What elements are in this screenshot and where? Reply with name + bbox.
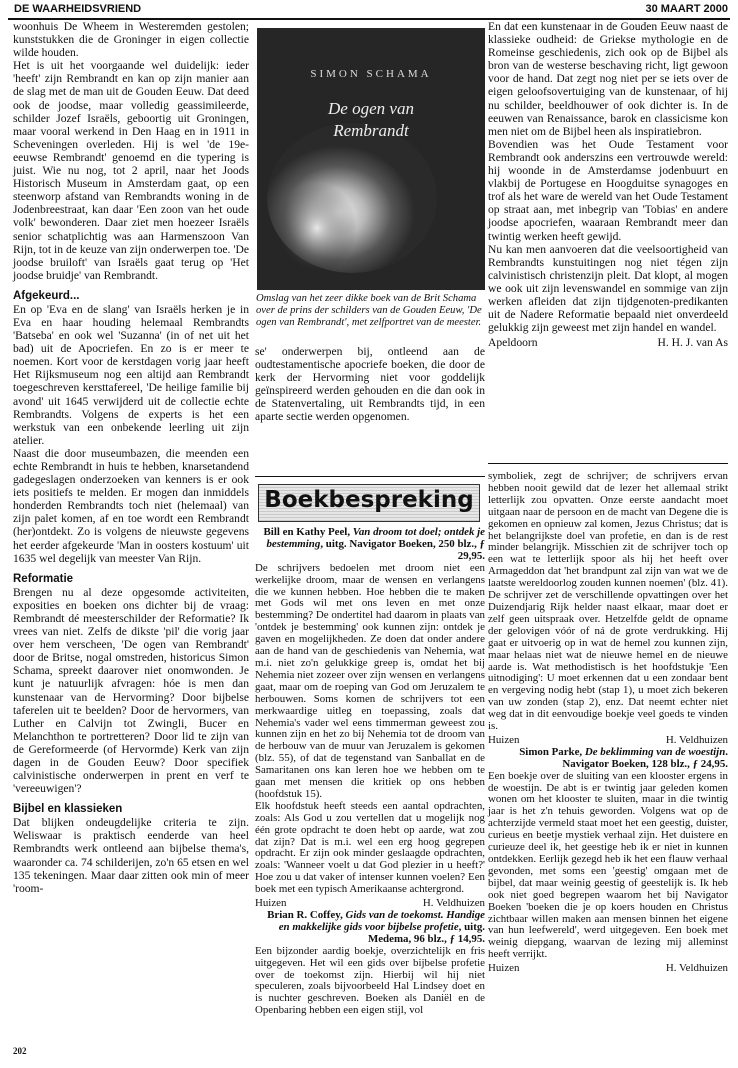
article-column-3	[488, 20, 728, 349]
review-author: Simon Parke,	[519, 745, 585, 758]
article-signature	[488, 336, 728, 349]
section-divider	[488, 463, 728, 464]
review-column-left	[255, 527, 485, 1017]
subheading-reformatie: Reformatie	[13, 572, 74, 585]
paragraph: En dat een kunstenaar in de Gouden Eeuw naast de klassieke oudheid: de Griekse mythologie en de Romeinse geschiedenis, zich ook op de Bijbel als bron van de westerse beschaving richt, ligt gewoon voor de hand. Dat zegt nog niet per se iets over de eigen geloofsovertuiging van de kunstenaar, of hij nu schilder, beeldhouwer of ook dichter is. In de eeuwen van Renaissance, barok en classicisme kon men niet om de Bijbel heen als inspiratiebron.	[488, 20, 728, 138]
article-column-1	[13, 20, 249, 895]
photo-caption: Omslag van het zeer dikke boek van de Brit Schama over de prins der schilders van de Gouden Eeuw, 'De ogen van Rembrandt', met zelfportret van de meester.	[256, 293, 482, 328]
signature-place: Huizen	[488, 962, 520, 975]
signature-author: H. Veldhuizen	[422, 897, 485, 910]
paragraph: En op 'Eva en de slang' van Israëls herken je in Eva en haar houding helemaal Rembrandts 'Batseba' en ook wel 'Suzanna' (in of net uit het bad) uit de Apocriefen. En zo is er meer te noemen. Kort voor de kerstdagen vorig jaar heeft Het Rijksmuseum nog een altijd aan Rembrandt toegeschreven kersttafereel, 'De heilige familie bij avond' uit 1645 verwijderd uit de collectie echte Rembrandts. Volgens de experts is het een werkstuk van een onbekende leerling uit zijn atelier.	[13, 302, 249, 447]
cover-title-line2: Rembrandt	[333, 121, 409, 140]
paragraph: Het is uit het voorgaande wel duidelijk: ieder 'heeft' zijn Rembrandt en kan op zijn manier aan de slag met de man uit de Gouden Eeuw. Dat deed ook de joodse, maar volledig geassimileerde, schilder Jozef Israëls, geboortig uit Groningen, maar vooral werkend in Den Haag en in 1911 in Scheveningen overleden. Hij is wel 'de 19e-eeuwse Rembrandt' genoemd en die typering is juist. Wie nu nog, tot 2 april, naar het Joods Historisch Museum in Amsterdam gaat, op een steenworp afstand van Rembrandts woning in de Jodenbreestraat, kan daar 'Een zoon van het oude volk' bewonderen. Daar ziet men hoezeer Israëls senior schatplichtig was aan Harmenszoon Van Rijn, tot in de keuze van zijn onderwerpen toe. 'De joodse bruiloft' van Israëls gaat terug op 'Het joodse bruidje' van Rembrandt.	[13, 59, 249, 282]
review-body: Elk hoofdstuk heeft steeds een aantal opdrachten, zoals: Als God u zou vertellen dat u mogelijk nog één grote opdracht te doen hebt op aarde, wat zou dat zijn? Dat is m.i. wel een erg hoog gegrepen opdracht. Er zijn ook minder geslaagde opdrachten, zoals: 'Wanneer voelt u dat God plezier in u heeft?' Hoe zou u dat vaker of intenser kunnen voelen? Een boek met een typisch Amerikaanse achtergrond.	[255, 799, 485, 896]
signature-author: H. Veldhuizen	[665, 962, 728, 975]
section-divider	[255, 476, 485, 477]
signature-author: H. Veldhuizen	[665, 733, 728, 746]
cover-title	[257, 98, 485, 142]
review-body-continued: symboliek, zegt de schrijver; de schrijvers ervan hebben nooit gewild dat de lezer het allemaal strikt letterlijk zou opvatten. Onze eerste aandacht moet uitgaan naar de persoon en de macht van Degene die is gekomen en opnieuw zal komen, Jezus Christus; dat is het belangrijkste doel van profetie, en dan is de rest minder belangrijk. Misschien zit de schrijver toch op een wat te letterlijk spoor als hij het heeft over Armageddon dat 'het brandpunt zal zijn van wat we de laatste wereldoorlog zouden kunnen noemen' (blz. 41). De schrijver zet de verschillende opvattingen over het Duizendjarig Rijk helder naast elkaar, maar doet er zelf geen uitspraak over. Hetzelfde geldt de opname der gelovigen vóór of ná de grote verdrukking. Hij gaat er uitvoerig op in wat de hemel zou kunnen zijn, maar helaas niet wat de nieuwe hemel en de nieuwe aarde is. Wat methodistisch is het hoofdstukje 'Een uitnodiging': U moet erkennen dat u een zondaar bent en vergeving nodig hebt (stap 1), u moet zich bekeren van uw zonden (stap 2), enz. Dat neemt echter niet weg dat in dit eenvoudige boekje veel goeds te vinden is.	[488, 470, 728, 733]
review-author: Bill en Kathy Peel,	[263, 526, 353, 538]
page-number: 202	[13, 1046, 27, 1056]
review-signature	[488, 963, 728, 975]
paragraph: Bovendien was het Oude Testament voor Rembrandt ook anderszins een vertrouwde wereld: hij woonde in de Amsterdamse jodenbuurt en vlakbij de Portugese en Hoogduitse synagoges en trof als het ware de wereld van het Oude Testament op straat aan, met inbegrip van 'Tobias' en andere joodse apocriefen, waaraan Rembrandt meer dan twintig werken heeft gewijd.	[488, 137, 728, 243]
paragraph: Brengen nu al deze opgesomde activiteiten, exposities en boeken ons dichter bij de vraag: Rembrandt dé meesterschilder der Reformatie? Ik vrees van niet. Zelfs de dikste 'pil' die vorig jaar over hem verscheen, 'De ogen van Rembrandt' door de Britse, nogal omstreden, historicus Simon Schama, spreekt daarover niet onomwonden. Je kunt je natuurlijk afvragen: hóe is men dan kunstenaar van de Hervorming? Door bijbelse taferelen uit te beelden? Door de hervormers, van Luther en Calvijn tot Zwingli, Bucer en Melanchthon te portretteren? Door lid te zijn van de Gereformeerde (of Hervormde) Kerk van zijn dagen in de Gouden Eeuw? Door specifiek calvinistische onderwerpen in prent en verf te 'vereeuwigen'?	[13, 585, 249, 796]
book-cover-photo	[257, 28, 485, 290]
subheading-bijbel: Bijbel en klassieken	[13, 803, 123, 816]
cover-author: SIMON SCHAMA	[310, 68, 432, 80]
paragraph: se' onderwerpen bij, ontleend aan de oudtestamentische apocriefe boeken, die door de kerk der Hervorming niet voor goddelijk geïnspireerd werden gehouden en die dan ook in de Statenvertaling, uit Rembrandts tijd, in een aparte sectie werden opgenomen.	[255, 345, 485, 424]
review-publisher: . Navigator Boeken, 128 blz., ƒ 24,95.	[562, 745, 728, 770]
paragraph: Naast die door museumbazen, die meenden een echte Rembrandt in huis te hebben, knarsetandend gadegeslagen onderzoeken van kenners is er ook iets positiefs te melden. Er mogen dan inmiddels honderden Rembrandts toch niet (helemaal) van zijn palet komen, af en toe wordt een Rembrandt (her)ontdekt. Zo is volgens de nieuwste gegevens het eerder afgekeurde 'Man in oosters kostuum' uit 1635 wel degelijk van meester Van Rijn.	[13, 446, 249, 565]
page-header	[8, 2, 730, 20]
review-body: Een boekje over de sluiting van een klooster ergens in de woestijn. De abt is er twintig jaar geleden komen wonen om het klooster te sluiten, maar in die twintig jaar is het z'n tehuis geworden. Volgens wat op de achterzijde vermeld staat moet het een geestig, duister, curieus en beetje mystiek verhaal zijn. Het duistere en curieuze deel ik, het geestige heb ik er niet in kunnen ontdekken. Eerlijk gezegd heb ik het een flauw verhaal gevonden, met soms een 'geestig' omgaan met de bijbel, dat maar weinig geestig of geestelijk is. Ik heb ook niet goed begrepen waarom het bij Navigator Boeken 'boeken die je op koers houden en Christus zichtbaar willen maken aan mensen binnen het eigene van hun leefwereld', werd uitgegeven. Een boek met weinig diepgang, waarvan de lezing mij alleminst heeft verrijkt.	[488, 769, 728, 961]
review-heading	[488, 747, 728, 771]
signature-place: Apeldoorn	[488, 336, 538, 350]
review-book-title: Gids van de toekomst. Handige en makkelijke gids voor bijbelse profetie	[278, 909, 485, 933]
review-publisher: , uitg. Navigator Boeken, 250 blz., ƒ 29,95.	[320, 537, 485, 562]
review-heading	[255, 527, 485, 563]
review-body: De schrijvers bedoelen met droom niet een werkelijke droom, maar de wensen en verlangens die we kunnen hebben. Hoe hebben die te maken met Gods wil met ons leven en met onze bestemming? De ondertitel had daarom in plaats van 'ontdek je bestemming' ook kunnen zijn: ontdek je gaven en mogelijkheden. Ze doen dat onder andere aan de hand van de geschiedenis van Nehemia, wat m.i. niet zo'n gelukkige greep is, omdat het bij Nehemia niet zozeer over zijn wensen en verlangens gaat, maar om de roeping van God om Jeruzalem te herbouwen. Soms komen de schrijvers tot een merkwaardige uitleg en toepassing, zoals dat Nehemia's vader wel eens timmerman geweest zou kunnen zijn en het zo bij Nehemia tot de droom van de herbouw van de muur van Jeruzalem is gekomen (blz. 55), of dat de tegenstand van Sanballat en de Samaritanen ons kan leren hoe we hebben om te gaan met mensen die kritiek op ons hebben (hoofdstuk 15).	[255, 561, 485, 800]
review-author: Brian R. Coffey,	[267, 909, 346, 921]
article-column-2	[255, 345, 485, 424]
signature-place: Huizen	[488, 733, 520, 746]
review-publisher: , uitg. Medema, 96 blz., ƒ 14,95.	[367, 920, 485, 945]
subheading-afgekeurd: Afgekeurd...	[13, 289, 80, 302]
issue-date: 30 MAART 2000	[645, 3, 728, 15]
section-banner	[258, 484, 480, 522]
paragraph: Dat blijken ondeugdelijke criteria te zijn. Weliswaar is praktisch eenderde van heel Rembrandts werk ontleend aan bijbelse thema's, waaronder ca. 74 schilderijen, zo'n 65 etsen en wel 135 tekeningen. Maar daar zitten ook min of meer 'room-	[13, 816, 249, 895]
signature-author: H. H. J. van As	[657, 336, 728, 350]
cover-title-line1: De ogen van	[328, 99, 414, 118]
paragraph: Nu kan men aanvoeren dat die veelsoortigheid van Rembrandts kunstuitingen nog niet tégen zijn calvinistisch christenzijn pleit. Dat klopt, al mogen we ook uit zijn levenswandel en sommige van zijn werken afleiden dat zijn tijdgenoten-predikanten uit de Nadere Reformatie bepaald niet onverdeeld gelukkig zijn geweest met zijn handel en wandel.	[488, 242, 728, 335]
paragraph: woonhuis De Wheem in Westeremden gestolen; kunststukken die de Groninger in eigen collectie wilde houden.	[13, 20, 249, 60]
review-book-title: De beklimming van de woestijn	[584, 745, 726, 758]
publication-name: DE WAARHEIDSVRIEND	[14, 3, 142, 15]
signature-place: Huizen	[255, 897, 287, 910]
section-banner-title: Boekbespreking	[264, 487, 474, 513]
review-heading	[255, 910, 485, 946]
review-body: Een bijzonder aardig boekje, overzichtelijk en fris uitgegeven. Het wil een gids over bijbelse profetie over de toekomst zijn. Hierbij wil hij niet speculeren, zoals bijvoorbeeld Hal Lindsey doet en is nuchter geschreven. Boeken als Daniël en de Openbaring hebben een eigen stijl, vol	[255, 944, 485, 1017]
review-book-title: Van droom tot doel; ontdek je bestemming	[266, 526, 485, 550]
review-column-right	[488, 471, 728, 975]
